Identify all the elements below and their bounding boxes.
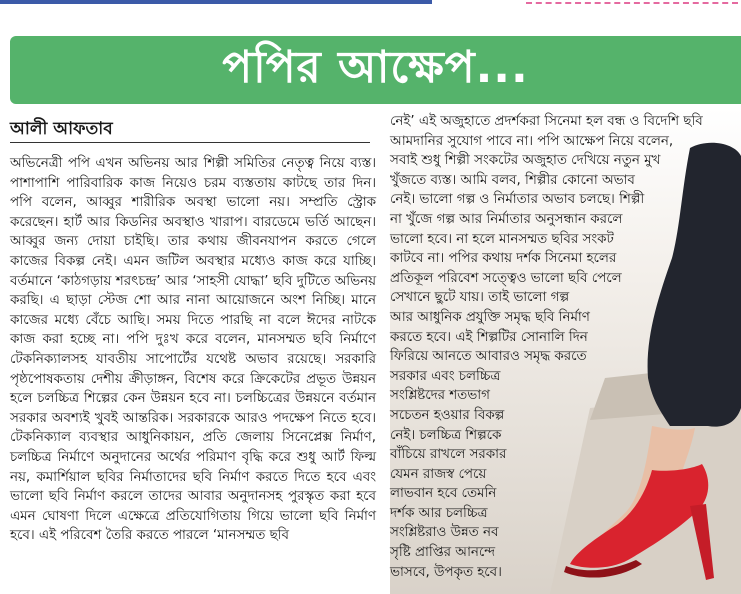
article-line-right: করতে হবে। এই শিল্পটির সোনালি দিন bbox=[390, 329, 588, 345]
byline-rule bbox=[10, 142, 370, 143]
article-line-right: সংশ্লিষ্টরাও উন্নত নব bbox=[390, 525, 499, 541]
article-line-right: বাঁচিয়ে রাখলে সরকার bbox=[390, 447, 507, 463]
article-line-right: লাভবান হবে তেমনি bbox=[390, 486, 497, 502]
article-line-right: না খুঁজে গল্প আর নির্মাতার অনুসন্ধান করলে bbox=[390, 211, 623, 227]
article-line-right: সংশ্লিষ্টদের শতভাগ bbox=[390, 388, 490, 404]
headline-banner bbox=[10, 36, 741, 104]
article-line-right: ফিরিয়ে আনতে আবারও সমৃদ্ধ করতে bbox=[390, 349, 587, 365]
blue-rule bbox=[0, 0, 432, 4]
pink-dashed-rule bbox=[526, 0, 738, 4]
article-line-right: সরকার এবং চলচ্চিত্র bbox=[390, 368, 501, 384]
top-decor-strip bbox=[0, 0, 741, 6]
article-line-right: যেমন রাজস্ব পেয়ে bbox=[390, 466, 487, 482]
article-line-right: প্রতিকূল পরিবেশ সত্ত্বেও ভালো ছবি পেলে bbox=[390, 270, 622, 286]
article-column-left bbox=[10, 154, 376, 546]
article-line-right: নেই’ এই অজুহাতে প্রদর্শকরা সিনেমা হল বন্ধ ও বিদেশি ছবি bbox=[390, 114, 703, 129]
article-line-right: দর্শক আর চলচ্চিত্র bbox=[390, 505, 488, 521]
article-column-right bbox=[390, 112, 725, 582]
article-line-right: সচেতন হওয়ার বিকল্প bbox=[390, 407, 505, 423]
byline-block bbox=[10, 116, 370, 144]
article-line-right: আমদানির সুযোগ পাবে না। পপি আক্ষেপ নিয়ে বলেন, bbox=[390, 133, 674, 149]
article-text-left: অভিনেত্রী পপি এখন অভিনয় আর শিল্পী সমিতির নেতৃত্ব নিয়ে ব্যস্ত। পাশাপাশি পারিবারিক কাজ নিয়েও চরম ব্যস্ততায় কাটছে তার দিন। পপি বলেন, আব্বুর শারীরিক অবস্থা ভালো নয়। সম্প্রতি স্ট্রোক করেছেন। হার্ট আর কিডনির অবস্থাও খারাপ। বারডেমে ভর্তি আছেন। আব্বুর জন্য দোয়া চাইছি। তার কথায় জীবনযাপন করতে গেলে কাজের বিকল্প নেই। এমন জটিল অবস্থার মধ্যেও কাজ করে যাচ্ছি। বর্তমানে ‘কাঠগড়ায় শরৎচন্দ্র’ আর ‘সাহসী যোদ্ধা’ ছবি দুটিতে অভিনয় করছি। এ ছাড়া স্টেজ শো আর নানা আয়োজনে অংশ নিচ্ছি। মানে কাজের মধ্যে বেঁচে আছি। সময় দিতে পারছি না বলে ঈদের নাটকে কাজ করা হচ্ছে না। পপি দুঃখ করে বলেন, মানসম্মত ছবি নির্মাণে টেকনিক্যালসহ যাবতীয় সাপোর্টের যথেষ্ট অভাব রয়েছে। সরকারি পৃষ্ঠপোষকতায় দেশীয় ক্রীড়াঙ্গন, বিশেষ করে ক্রিকেটের প্রভূত উন্নয়ন হলে চলচ্চিত্র শিল্পের কেন উন্নয়ন হবে না। চলচ্চিত্রের উন্নয়নে বর্তমান সরকার অবশ্যই খুবই আন্তরিক। সরকারকে আরও পদক্ষেপ নিতে হবে। টেকনিক্যাল ব্যবস্থার আধুনিকায়ন, প্রতি জেলায় সিনেপ্লেক্স নির্মাণ, চলচ্চিত্র নির্মাণে অনুদানের অর্থের পরিমাণ বৃদ্ধি করে শুধু আর্ট ফিল্ম নয়, কমার্শিয়াল ছবির নির্মাতাদের ছবি নির্মাণ করতে দিতে হবে এবং ভালো ছবি নির্মাণ করলে তাদের আবার অনুদানসহ পুরস্কৃত করা হবে এমন ঘোষণা দিলে এক্ষেত্রে প্রতিযোগিতায় গিয়ে ভালো ছবি নির্মাণ হবে। এই পরিবেশ তৈরি করতে পারলে ‘মানসম্মত ছবি bbox=[10, 156, 376, 544]
article-line-right: সেখানে ছুটে যায়। তাই ভালো গল্প bbox=[390, 290, 570, 306]
article-line-right: খুঁজতে ব্যস্ত। আমি বলব, শিল্পীর কোনো অভাব bbox=[390, 172, 635, 188]
article-line-right: নেই। ভালো গল্প ও নির্মাতার অভাব চলছে। শিল্পী bbox=[390, 192, 645, 208]
article-line-right: নেই। চলচ্চিত্র শিল্পকে bbox=[390, 427, 502, 443]
author-name: আলী আফতাব bbox=[10, 119, 113, 139]
headline: পপির আক্ষেপ... bbox=[222, 41, 529, 93]
article-line-right: সবাই শুধু শিল্পী সংকটের অজুহাত দেখিয়ে নতুন মুখ bbox=[390, 153, 661, 169]
article-line-right: আর আধুনিক প্রযুক্তি সমৃদ্ধ ছবি নির্মাণ bbox=[390, 309, 590, 325]
article-line-right: কাটবে না। পপির কথায় দর্শক সিনেমা হলের bbox=[390, 251, 617, 267]
article-line-right: ভালো হবে। না হলে মানসম্মত ছবির সংকট bbox=[390, 231, 614, 247]
article-line-right: ভাসবে, উপকৃত হবে। bbox=[390, 564, 502, 580]
article-line-right: সৃষ্টি প্রাপ্তির আনন্দে bbox=[390, 545, 496, 561]
